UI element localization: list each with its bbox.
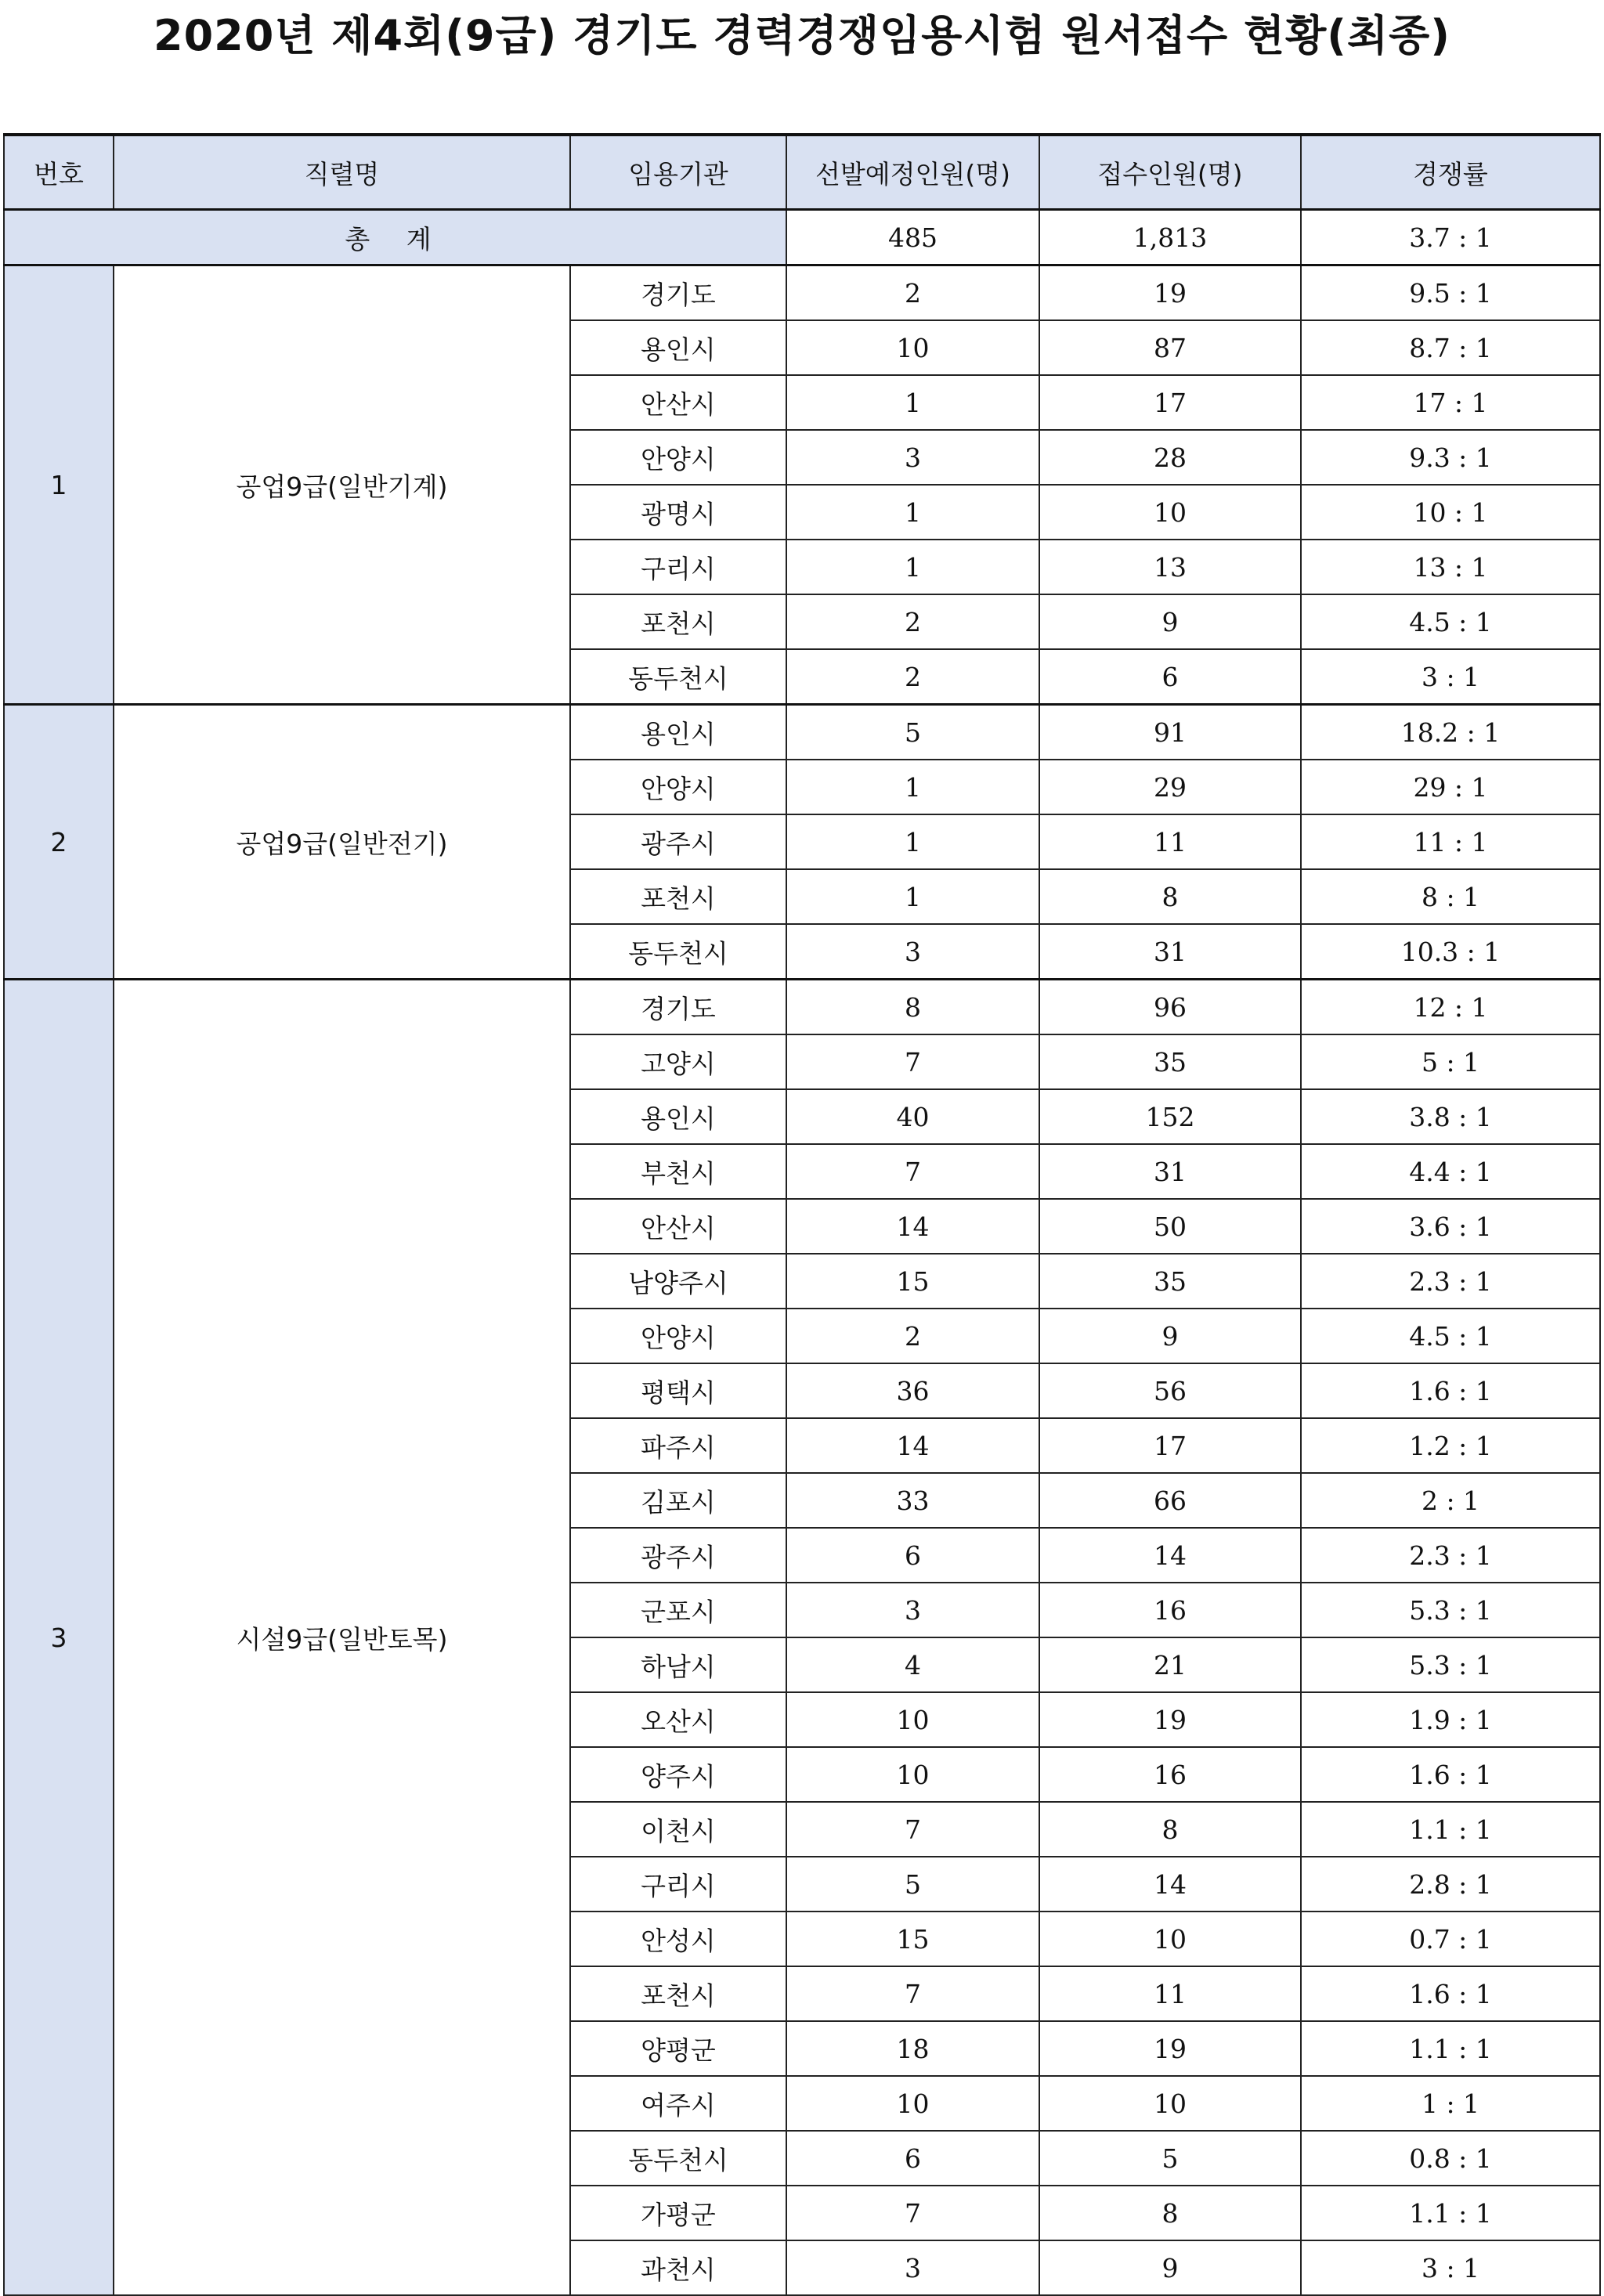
- cell-planned: 10: [786, 1692, 1039, 1747]
- group-no: 3: [4, 980, 114, 2296]
- cell-ratio: 1.1 : 1: [1301, 2021, 1600, 2076]
- cell-ratio: 1.6 : 1: [1301, 1966, 1600, 2021]
- cell-agency: 광주시: [570, 814, 786, 869]
- group-no: 1: [4, 265, 114, 705]
- cell-ratio: 1.6 : 1: [1301, 1747, 1600, 1802]
- cell-ratio: 2.8 : 1: [1301, 1857, 1600, 1912]
- cell-ratio: 8 : 1: [1301, 869, 1600, 924]
- cell-agency: 양평군: [570, 2021, 786, 2076]
- cell-applicants: 10: [1039, 485, 1301, 540]
- cell-agency: 포천시: [570, 594, 786, 649]
- cell-agency: 남양주시: [570, 1254, 786, 1309]
- cell-applicants: 96: [1039, 980, 1301, 1035]
- group-no: 2: [4, 705, 114, 980]
- group-job: 공업9급(일반전기): [114, 705, 570, 980]
- cell-applicants: 5: [1039, 2131, 1301, 2186]
- cell-applicants: 56: [1039, 1363, 1301, 1418]
- cell-applicants: 35: [1039, 1254, 1301, 1309]
- header-no: 번호: [4, 135, 114, 210]
- cell-applicants: 17: [1039, 1418, 1301, 1473]
- header-agency: 임용기관: [570, 135, 786, 210]
- cell-applicants: 16: [1039, 1583, 1301, 1637]
- cell-agency: 부천시: [570, 1144, 786, 1199]
- cell-planned: 3: [786, 1583, 1039, 1637]
- cell-agency: 가평군: [570, 2186, 786, 2240]
- cell-agency: 안산시: [570, 1199, 786, 1254]
- cell-applicants: 91: [1039, 705, 1301, 760]
- cell-agency: 안산시: [570, 375, 786, 430]
- cell-planned: 6: [786, 1528, 1039, 1583]
- cell-ratio: 8.7 : 1: [1301, 320, 1600, 375]
- cell-applicants: 8: [1039, 2186, 1301, 2240]
- cell-applicants: 8: [1039, 869, 1301, 924]
- cell-ratio: 18.2 : 1: [1301, 705, 1600, 760]
- cell-applicants: 6: [1039, 649, 1301, 705]
- cell-ratio: 3.6 : 1: [1301, 1199, 1600, 1254]
- cell-agency: 동두천시: [570, 2131, 786, 2186]
- cell-planned: 7: [786, 2186, 1039, 2240]
- total-applicants: 1,813: [1039, 210, 1301, 265]
- cell-planned: 1: [786, 869, 1039, 924]
- cell-ratio: 1.9 : 1: [1301, 1692, 1600, 1747]
- cell-planned: 33: [786, 1473, 1039, 1528]
- table-row: [4, 265, 1600, 321]
- cell-planned: 36: [786, 1363, 1039, 1418]
- cell-agency: 안양시: [570, 430, 786, 485]
- cell-agency: 구리시: [570, 540, 786, 594]
- cell-ratio: 10 : 1: [1301, 485, 1600, 540]
- cell-planned: 7: [786, 1966, 1039, 2021]
- cell-agency: 파주시: [570, 1418, 786, 1473]
- cell-agency: 용인시: [570, 1089, 786, 1144]
- cell-applicants: 31: [1039, 924, 1301, 980]
- cell-ratio: 11 : 1: [1301, 814, 1600, 869]
- cell-ratio: 5.3 : 1: [1301, 1583, 1600, 1637]
- cell-planned: 7: [786, 1144, 1039, 1199]
- cell-applicants: 13: [1039, 540, 1301, 594]
- cell-planned: 1: [786, 540, 1039, 594]
- cell-planned: 5: [786, 705, 1039, 760]
- cell-ratio: 0.7 : 1: [1301, 1912, 1600, 1966]
- cell-agency: 양주시: [570, 1747, 786, 1802]
- total-ratio: 3.7 : 1: [1301, 210, 1600, 265]
- cell-agency: 안성시: [570, 1912, 786, 1966]
- cell-applicants: 35: [1039, 1034, 1301, 1089]
- cell-planned: 1: [786, 375, 1039, 430]
- cell-applicants: 9: [1039, 594, 1301, 649]
- header-ratio: 경쟁률: [1301, 135, 1600, 210]
- cell-ratio: 2.3 : 1: [1301, 1254, 1600, 1309]
- cell-agency: 여주시: [570, 2076, 786, 2131]
- applications-table: [3, 133, 1601, 2296]
- cell-ratio: 13 : 1: [1301, 540, 1600, 594]
- cell-ratio: 1.1 : 1: [1301, 2186, 1600, 2240]
- cell-agency: 경기도: [570, 265, 786, 321]
- cell-ratio: 1.6 : 1: [1301, 1363, 1600, 1418]
- cell-planned: 40: [786, 1089, 1039, 1144]
- page-title: 2020년 제4회(9급) 경기도 경력경쟁임용시험 원서접수 현황(최종): [154, 11, 1450, 60]
- cell-planned: 2: [786, 649, 1039, 705]
- total-planned: 485: [786, 210, 1039, 265]
- cell-agency: 김포시: [570, 1473, 786, 1528]
- cell-agency: 용인시: [570, 705, 786, 760]
- cell-agency: 구리시: [570, 1857, 786, 1912]
- table-body: [4, 210, 1600, 2296]
- cell-applicants: 9: [1039, 1309, 1301, 1363]
- group-job: 시설9급(일반토목): [114, 980, 570, 2296]
- cell-ratio: 17 : 1: [1301, 375, 1600, 430]
- cell-ratio: 3 : 1: [1301, 649, 1600, 705]
- cell-planned: 1: [786, 814, 1039, 869]
- header-row: [4, 135, 1600, 210]
- cell-agency: 포천시: [570, 869, 786, 924]
- cell-planned: 1: [786, 760, 1039, 814]
- cell-ratio: 4.4 : 1: [1301, 1144, 1600, 1199]
- cell-applicants: 50: [1039, 1199, 1301, 1254]
- cell-agency: 동두천시: [570, 649, 786, 705]
- cell-ratio: 4.5 : 1: [1301, 594, 1600, 649]
- header-applicants: 접수인원(명): [1039, 135, 1301, 210]
- cell-agency: 동두천시: [570, 924, 786, 980]
- cell-applicants: 31: [1039, 1144, 1301, 1199]
- cell-agency: 이천시: [570, 1802, 786, 1857]
- cell-planned: 4: [786, 1637, 1039, 1692]
- cell-planned: 10: [786, 2076, 1039, 2131]
- cell-planned: 8: [786, 980, 1039, 1035]
- cell-applicants: 8: [1039, 1802, 1301, 1857]
- cell-planned: 1: [786, 485, 1039, 540]
- cell-agency: 하남시: [570, 1637, 786, 1692]
- cell-ratio: 9.5 : 1: [1301, 265, 1600, 321]
- cell-applicants: 87: [1039, 320, 1301, 375]
- cell-ratio: 12 : 1: [1301, 980, 1600, 1035]
- cell-planned: 5: [786, 1857, 1039, 1912]
- cell-applicants: 11: [1039, 1966, 1301, 2021]
- cell-planned: 10: [786, 1747, 1039, 1802]
- cell-agency: 경기도: [570, 980, 786, 1035]
- cell-applicants: 10: [1039, 1912, 1301, 1966]
- cell-agency: 용인시: [570, 320, 786, 375]
- cell-planned: 14: [786, 1418, 1039, 1473]
- cell-applicants: 10: [1039, 2076, 1301, 2131]
- cell-ratio: 0.8 : 1: [1301, 2131, 1600, 2186]
- cell-ratio: 3.8 : 1: [1301, 1089, 1600, 1144]
- cell-planned: 7: [786, 1034, 1039, 1089]
- cell-applicants: 19: [1039, 1692, 1301, 1747]
- cell-agency: 과천시: [570, 2240, 786, 2295]
- total-row: [4, 210, 1600, 265]
- cell-planned: 2: [786, 594, 1039, 649]
- cell-agency: 군포시: [570, 1583, 786, 1637]
- cell-applicants: 14: [1039, 1528, 1301, 1583]
- cell-planned: 3: [786, 2240, 1039, 2295]
- cell-applicants: 17: [1039, 375, 1301, 430]
- group-job: 공업9급(일반기계): [114, 265, 570, 705]
- cell-planned: 3: [786, 430, 1039, 485]
- cell-applicants: 28: [1039, 430, 1301, 485]
- cell-applicants: 11: [1039, 814, 1301, 869]
- cell-applicants: 21: [1039, 1637, 1301, 1692]
- cell-planned: 6: [786, 2131, 1039, 2186]
- cell-planned: 10: [786, 320, 1039, 375]
- cell-agency: 안양시: [570, 760, 786, 814]
- cell-agency: 광주시: [570, 1528, 786, 1583]
- cell-agency: 평택시: [570, 1363, 786, 1418]
- cell-applicants: 29: [1039, 760, 1301, 814]
- header-job: 직렬명: [114, 135, 570, 210]
- cell-planned: 15: [786, 1912, 1039, 1966]
- cell-ratio: 5.3 : 1: [1301, 1637, 1600, 1692]
- cell-planned: 2: [786, 265, 1039, 321]
- cell-applicants: 14: [1039, 1857, 1301, 1912]
- table-row: [4, 705, 1600, 760]
- header-planned: 선발예정인원(명): [786, 135, 1039, 210]
- cell-applicants: 16: [1039, 1747, 1301, 1802]
- cell-ratio: 1 : 1: [1301, 2076, 1600, 2131]
- cell-agency: 안양시: [570, 1309, 786, 1363]
- cell-ratio: 1.1 : 1: [1301, 1802, 1600, 1857]
- cell-applicants: 19: [1039, 265, 1301, 321]
- cell-planned: 18: [786, 2021, 1039, 2076]
- cell-ratio: 4.5 : 1: [1301, 1309, 1600, 1363]
- cell-planned: 15: [786, 1254, 1039, 1309]
- cell-applicants: 19: [1039, 2021, 1301, 2076]
- cell-planned: 2: [786, 1309, 1039, 1363]
- cell-agency: 포천시: [570, 1966, 786, 2021]
- total-label: 총 계: [4, 210, 786, 265]
- cell-applicants: 152: [1039, 1089, 1301, 1144]
- cell-ratio: 10.3 : 1: [1301, 924, 1600, 980]
- cell-applicants: 66: [1039, 1473, 1301, 1528]
- cell-applicants: 9: [1039, 2240, 1301, 2295]
- table-row: [4, 980, 1600, 1035]
- cell-agency: 오산시: [570, 1692, 786, 1747]
- cell-planned: 3: [786, 924, 1039, 980]
- cell-planned: 14: [786, 1199, 1039, 1254]
- cell-agency: 고양시: [570, 1034, 786, 1089]
- cell-ratio: 29 : 1: [1301, 760, 1600, 814]
- cell-ratio: 2 : 1: [1301, 1473, 1600, 1528]
- cell-ratio: 2.3 : 1: [1301, 1528, 1600, 1583]
- cell-ratio: 9.3 : 1: [1301, 430, 1600, 485]
- cell-agency: 광명시: [570, 485, 786, 540]
- cell-ratio: 3 : 1: [1301, 2240, 1600, 2295]
- cell-planned: 7: [786, 1802, 1039, 1857]
- cell-ratio: 1.2 : 1: [1301, 1418, 1600, 1473]
- cell-ratio: 5 : 1: [1301, 1034, 1600, 1089]
